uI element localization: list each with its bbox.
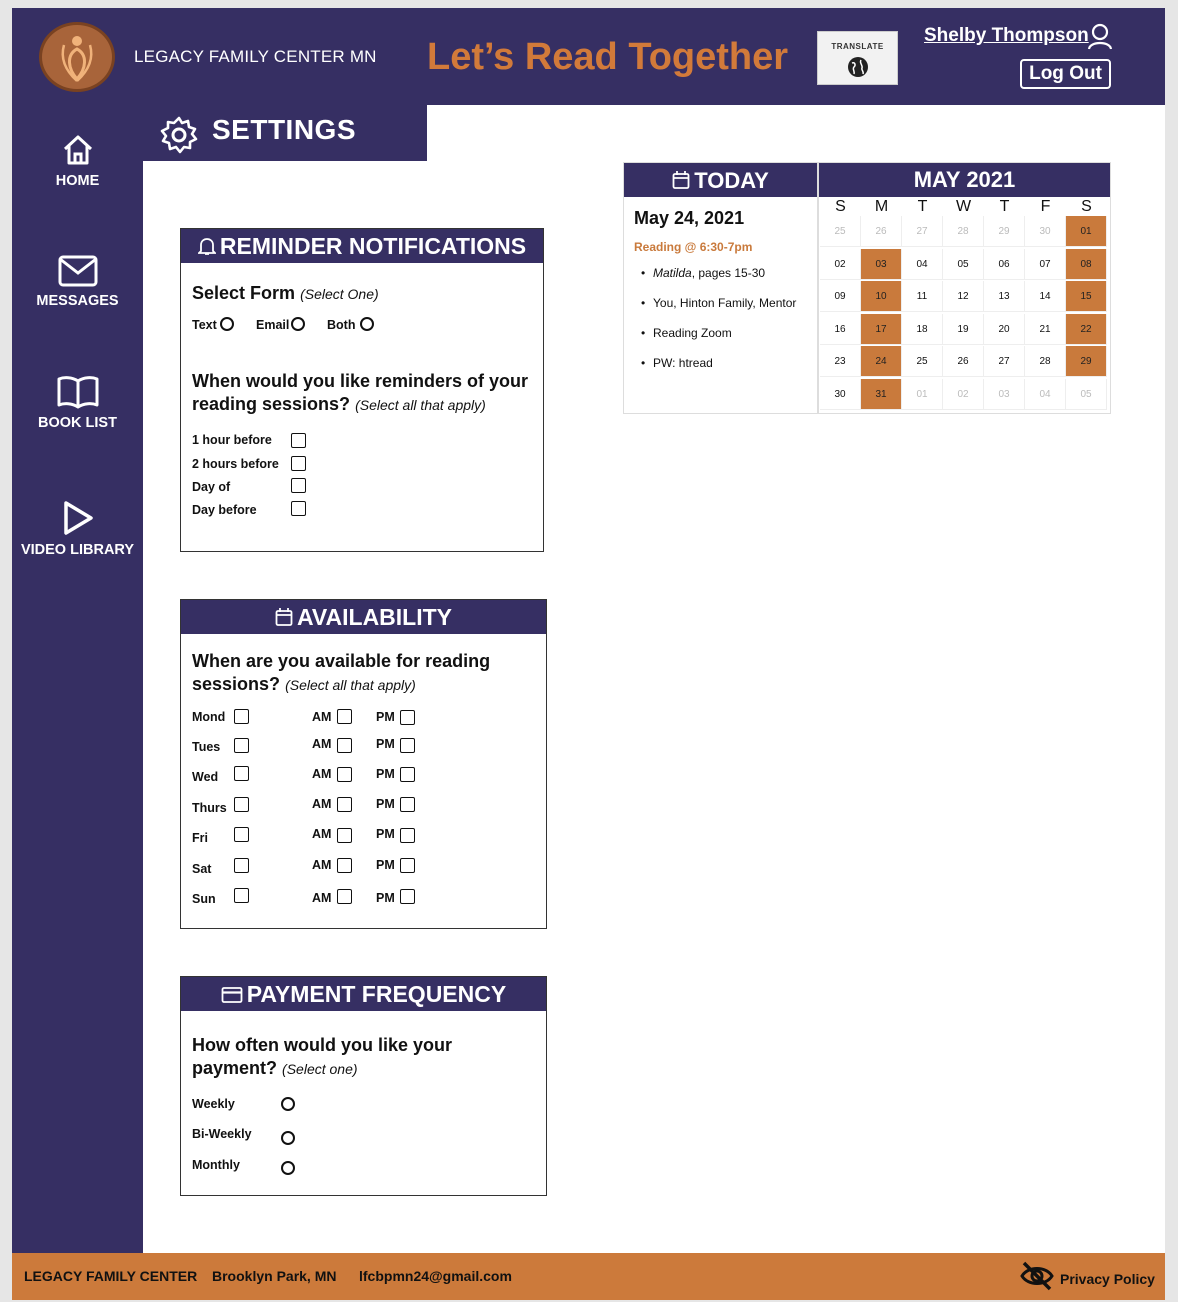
footer-location: Brooklyn Park, MN [212, 1268, 337, 1284]
availability-question: When are you available for reading sessions? (Select all that apply) [192, 651, 491, 694]
calendar-day[interactable]: 25 [820, 216, 861, 247]
app-title: Let’s Read Together [427, 36, 789, 78]
calendar-day[interactable]: 24 [861, 346, 902, 377]
privacy-policy-link[interactable]: Privacy Policy [1060, 1271, 1155, 1287]
month-calendar [818, 162, 1111, 414]
day-label: Sat [192, 862, 212, 876]
calendar-day[interactable]: 16 [820, 314, 861, 345]
pm-checkbox-sun[interactable] [400, 889, 415, 904]
calendar-day[interactable]: 10 [861, 281, 902, 312]
pm-label: PM [376, 710, 395, 724]
calendar-icon [275, 607, 293, 627]
calendar-day[interactable]: 17 [861, 314, 902, 345]
sidebar-item-label: HOME [55, 173, 100, 189]
calendar-day[interactable]: 28 [1025, 346, 1066, 377]
footer-org: LEGACY FAMILY CENTER [24, 1268, 198, 1284]
am-checkbox-fri[interactable] [337, 828, 352, 843]
calendar-day[interactable]: 07 [1025, 249, 1066, 280]
calendar-day[interactable]: 29 [984, 216, 1025, 247]
calendar-day[interactable]: 09 [820, 281, 861, 312]
calendar-day[interactable]: 15 [1066, 281, 1107, 312]
calendar-day[interactable]: 04 [902, 249, 943, 280]
top-header [12, 8, 1165, 105]
day-label: Wed [192, 770, 219, 784]
calendar-day[interactable]: 13 [984, 281, 1025, 312]
calendar-day[interactable]: 29 [1066, 346, 1107, 377]
pm-checkbox-thu[interactable] [400, 797, 415, 812]
calendar-day[interactable]: 11 [902, 281, 943, 312]
am-checkbox-sun[interactable] [337, 889, 352, 904]
gear-icon [159, 115, 199, 155]
am-checkbox-sat[interactable] [337, 858, 352, 873]
payment-radio-monthly[interactable] [281, 1161, 295, 1175]
calendar-day[interactable]: 23 [820, 346, 861, 377]
calendar-day[interactable]: 25 [902, 346, 943, 377]
calendar-day[interactable]: 21 [1025, 314, 1066, 345]
list-item: • Matilda, pages 15-30 [634, 266, 814, 281]
calendar-day[interactable]: 01 [1066, 216, 1107, 247]
calendar-day[interactable]: 27 [902, 216, 943, 247]
day-label: Thurs [192, 801, 227, 815]
user-name-link[interactable]: Shelby Thompson [924, 25, 1089, 46]
pm-label: PM [376, 797, 395, 811]
day-checkbox-sun[interactable] [234, 888, 249, 903]
calendar-day[interactable]: 03 [984, 379, 1025, 410]
calendar-day[interactable]: 05 [943, 249, 984, 280]
weekday-label: F [1040, 198, 1051, 215]
form-radio-email[interactable] [291, 317, 305, 331]
pm-checkbox-sat[interactable] [400, 858, 415, 873]
pm-checkbox-fri[interactable] [400, 828, 415, 843]
am-label: AM [312, 797, 332, 811]
calendar-month-title: MAY 2021 [819, 163, 1110, 197]
card-header [181, 229, 543, 263]
book-title: Matilda [653, 266, 692, 280]
payment-radio-weekly[interactable] [281, 1097, 295, 1111]
am-label: AM [312, 710, 332, 724]
weekday-label: S [1081, 198, 1092, 215]
weekday-label: T [999, 198, 1010, 215]
form-radio-text[interactable] [220, 317, 234, 331]
pm-checkbox-tue[interactable] [400, 738, 415, 753]
weekday-label: S [835, 198, 846, 215]
page-title: SETTINGS [212, 114, 357, 145]
pm-label: PM [376, 737, 395, 751]
payment-question: How often would you like your payment? (Select one) [192, 1035, 453, 1078]
availability-card [180, 599, 547, 929]
card-header [181, 977, 546, 1011]
calendar-day[interactable]: 03 [861, 249, 902, 280]
calendar-day[interactable]: 18 [902, 314, 943, 345]
calendar-icon [672, 170, 690, 190]
reminder-checkbox-2-hours[interactable] [291, 456, 306, 471]
weekday-label: W [955, 198, 972, 215]
weekday-label: T [917, 198, 928, 215]
pm-checkbox-wed[interactable] [400, 767, 415, 782]
am-label: AM [312, 767, 332, 781]
card-title: REMINDER NOTIFICATIONS [219, 233, 527, 259]
footer-email-link[interactable]: lfcbpmn24@gmail.com [359, 1268, 512, 1284]
calendar-day[interactable]: 04 [1025, 379, 1066, 410]
pm-label: PM [376, 827, 395, 841]
payment-frequency-card [180, 976, 547, 1196]
am-checkbox-thu[interactable] [337, 797, 352, 812]
user-icon[interactable] [1087, 23, 1113, 51]
list-item: • You, Hinton Family, Mentor [634, 296, 814, 311]
calendar-day[interactable]: 26 [943, 346, 984, 377]
calendar-day[interactable]: 27 [984, 346, 1025, 377]
option-label: Day before [192, 503, 257, 517]
today-date: May 24, 2021 [634, 208, 745, 228]
pm-label: PM [376, 858, 395, 872]
day-label: Mond [192, 710, 226, 724]
sidebar-item-messages[interactable] [12, 255, 143, 309]
calendar-day[interactable]: 05 [1066, 379, 1107, 410]
weekday-label: M [874, 198, 889, 215]
option-label: 1 hour before [192, 433, 272, 447]
calendar-day[interactable]: 12 [943, 281, 984, 312]
list-item: • Reading Zoom [634, 326, 814, 341]
home-icon [61, 133, 95, 167]
am-checkbox-wed[interactable] [337, 767, 352, 782]
sidebar-item-label: BOOK LIST [38, 415, 117, 431]
today-panel [623, 162, 818, 414]
mail-icon [58, 255, 98, 287]
am-checkbox-tue[interactable] [337, 738, 352, 753]
logout-button[interactable]: Log Out [1020, 59, 1111, 89]
reminder-timing-question: When would you like reminders of your reading sessions? (Select all that apply) [192, 371, 529, 414]
eye-off-icon [1020, 1261, 1054, 1291]
logo-flame-icon [42, 25, 112, 89]
option-label: Monthly [192, 1158, 240, 1172]
calendar-day[interactable]: 28 [943, 216, 984, 247]
calendar-day[interactable]: 20 [984, 314, 1025, 345]
option-label: Day of [192, 480, 231, 494]
sidebar-item-label: MESSAGES [36, 293, 119, 309]
calendar-day[interactable]: 19 [943, 314, 984, 345]
card-title: PAYMENT FREQUENCY [246, 981, 507, 1007]
bell-icon [198, 236, 216, 256]
translate-label: TRANSLATE [831, 42, 884, 51]
settings-tab [143, 105, 427, 161]
sidebar-item-video-library[interactable] [12, 500, 143, 558]
reminder-checkbox-1-hour[interactable] [291, 433, 306, 448]
option-label: Email [256, 318, 290, 332]
option-label: 2 hours before [192, 457, 279, 471]
calendar-day[interactable]: 26 [861, 216, 902, 247]
day-checkbox-wed[interactable] [234, 766, 249, 781]
logo [39, 22, 115, 92]
option-label: Both [327, 318, 356, 332]
sidebar-item-book-list[interactable] [12, 375, 143, 431]
calendar-day[interactable]: 08 [1066, 249, 1107, 280]
footer [12, 1253, 1165, 1300]
calendar-day[interactable]: 22 [1066, 314, 1107, 345]
calendar-day[interactable]: 02 [820, 249, 861, 280]
today-title: TODAY [694, 168, 769, 193]
pm-label: PM [376, 767, 395, 781]
today-header [624, 163, 817, 197]
pm-checkbox-mon[interactable] [400, 710, 415, 725]
day-label: Fri [192, 831, 208, 845]
calendar-day[interactable]: 30 [820, 379, 861, 410]
day-checkbox-mon[interactable] [234, 709, 249, 724]
day-checkbox-tue[interactable] [234, 738, 249, 753]
card-header [181, 600, 546, 634]
payment-radio-bi-weekly[interactable] [281, 1131, 295, 1145]
reminder-checkbox-day-of[interactable] [291, 478, 306, 493]
calendar-day[interactable]: 30 [1025, 216, 1066, 247]
am-checkbox-mon[interactable] [337, 709, 352, 724]
option-label: Weekly [192, 1097, 235, 1111]
card-title: AVAILABILITY [296, 604, 453, 630]
day-checkbox-fri[interactable] [234, 827, 249, 842]
calendar-day[interactable]: 01 [902, 379, 943, 410]
sidebar-item-home[interactable] [12, 133, 143, 189]
list-item: • PW: htread [634, 356, 814, 371]
option-label: Text [192, 318, 217, 332]
day-label: Tues [192, 740, 221, 754]
play-icon [61, 500, 95, 536]
calendar-day[interactable]: 02 [943, 379, 984, 410]
am-label: AM [312, 858, 332, 872]
reminder-checkbox-day-before[interactable] [291, 501, 306, 516]
am-label: AM [312, 827, 332, 841]
org-name: LEGACY FAMILY CENTER MN [134, 47, 377, 66]
app-frame [12, 8, 1165, 1300]
pm-label: PM [376, 891, 395, 905]
day-checkbox-sat[interactable] [234, 858, 249, 873]
session-time: Reading @ 6:30-7pm [634, 240, 753, 254]
reminder-notifications-card [180, 228, 544, 552]
sidebar [12, 105, 143, 1253]
am-label: AM [312, 891, 332, 905]
translate-button[interactable] [817, 31, 898, 85]
am-label: AM [312, 737, 332, 751]
calendar-day[interactable]: 14 [1025, 281, 1066, 312]
book-icon [56, 375, 100, 409]
calendar-day[interactable]: 31 [861, 379, 902, 410]
form-radio-both[interactable] [360, 317, 374, 331]
day-checkbox-thu[interactable] [234, 797, 249, 812]
sidebar-item-label: VIDEO LIBRARY [20, 542, 135, 558]
credit-card-icon [221, 986, 243, 1004]
option-label: Bi-Weekly [192, 1127, 252, 1141]
select-form-question: Select Form (Select One) [192, 283, 379, 303]
calendar-day[interactable]: 06 [984, 249, 1025, 280]
day-label: Sun [192, 892, 216, 906]
session-details [634, 266, 814, 386]
globe-icon [847, 56, 869, 78]
